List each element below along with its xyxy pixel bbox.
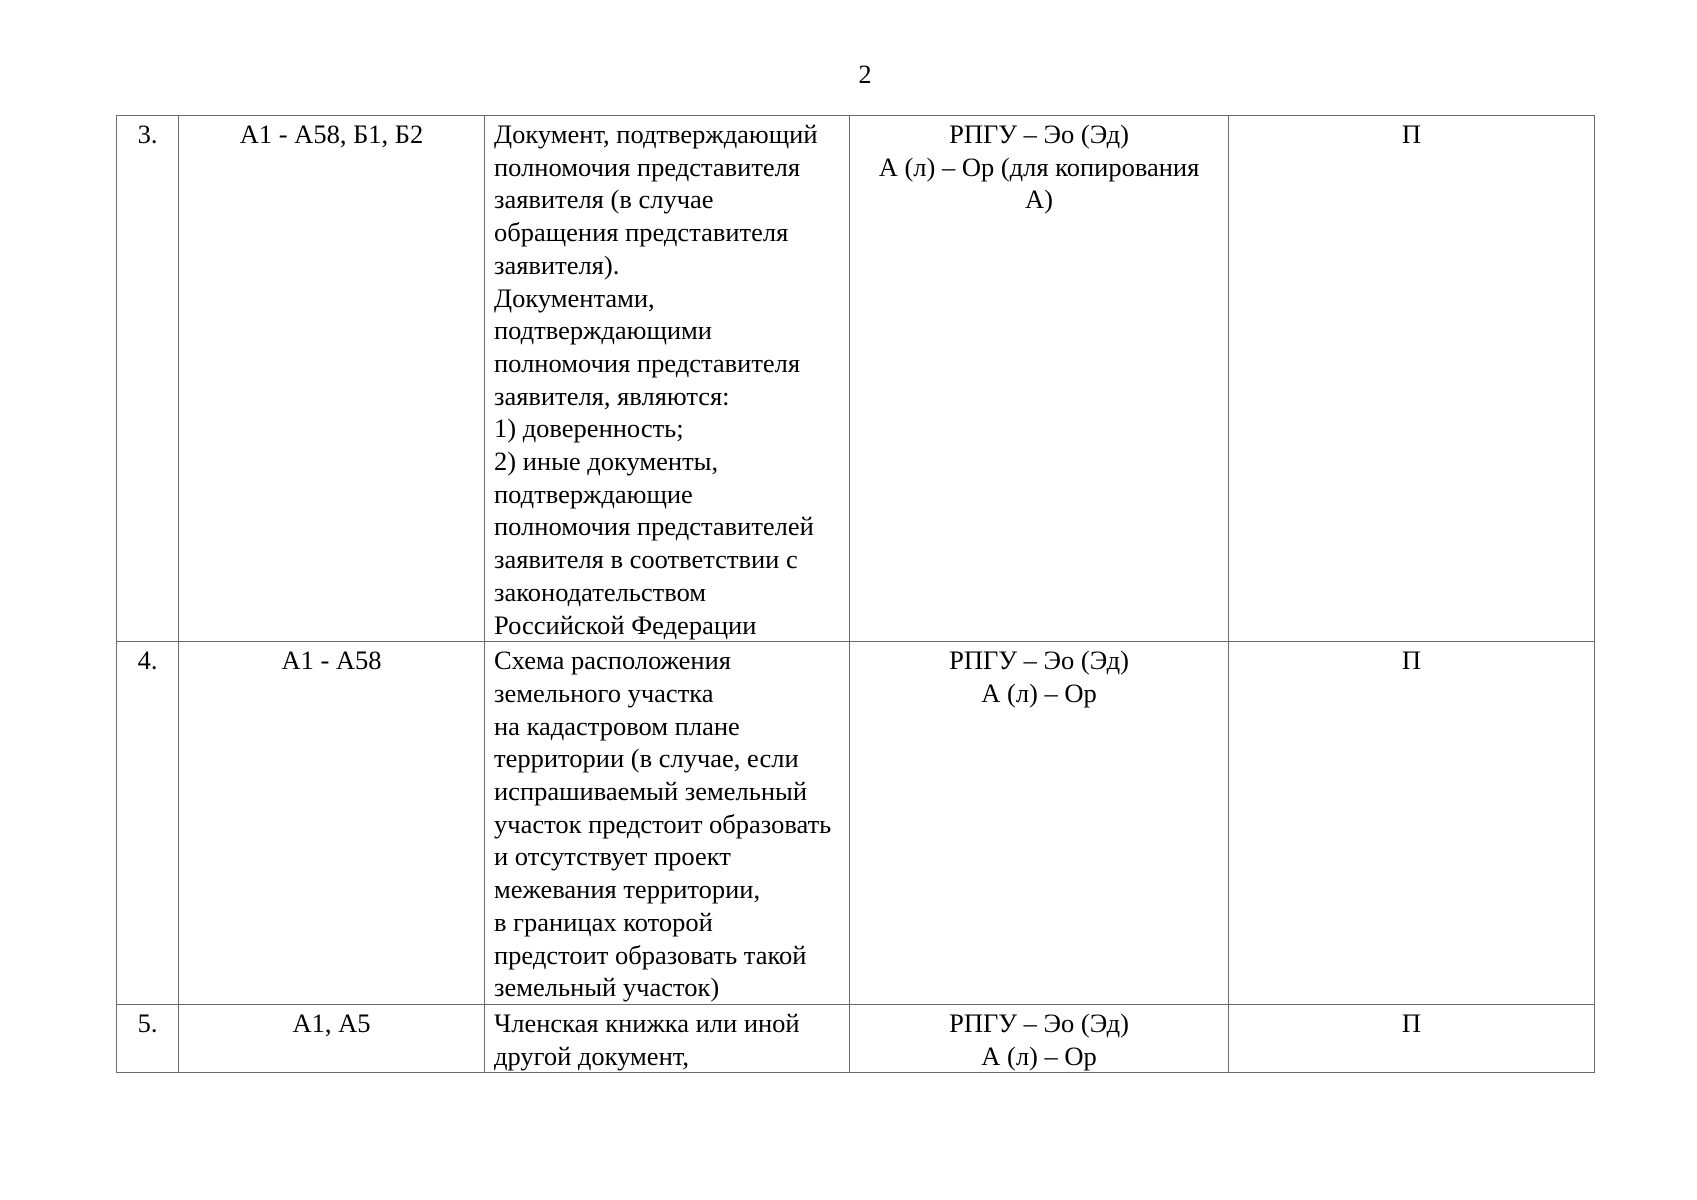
applicant-codes: А1 - А58, Б1, Б2 bbox=[179, 116, 485, 642]
row-number: 4. bbox=[117, 642, 179, 1005]
document-description: Схема расположения земельного участка на кадастровом плане территории (в случае, если испрашиваемый земельный участок предстоит образовать и отсутствует проект межевания территории, в границах которой предстоит образовать такой земельный участок) bbox=[485, 642, 850, 1005]
document-description: Членская книжка или иной другой документ, bbox=[485, 1004, 850, 1072]
row-number: 5. bbox=[117, 1004, 179, 1072]
document-description: Документ, подтверждающий полномочия представителя заявителя (в случае обращения представителя заявителя). Документами, подтверждающими полномочия представителя заявителя, являются: 1) доверенность; 2) иные документы, подтверждающие полномочия представителей заявителя в соответствии с законодательством Российской Федерации bbox=[485, 116, 850, 642]
submission-format: РПГУ – Эо (Эд) А (л) – Ор (для копирования А) bbox=[850, 116, 1229, 642]
applicant-codes: А1 - А58 bbox=[179, 642, 485, 1005]
table-row bbox=[117, 642, 1595, 1005]
document-mark: П bbox=[1229, 1004, 1595, 1072]
document-mark: П bbox=[1229, 642, 1595, 1005]
submission-format: РПГУ – Эо (Эд) А (л) – Ор bbox=[850, 642, 1229, 1005]
document-mark: П bbox=[1229, 116, 1595, 642]
applicant-codes: А1, А5 bbox=[179, 1004, 485, 1072]
table-row bbox=[117, 1004, 1595, 1072]
page-number: 2 bbox=[858, 60, 872, 89]
table-row bbox=[117, 116, 1595, 642]
documents-table bbox=[116, 115, 1595, 1073]
row-number: 3. bbox=[117, 116, 179, 642]
submission-format: РПГУ – Эо (Эд) А (л) – Ор bbox=[850, 1004, 1229, 1072]
